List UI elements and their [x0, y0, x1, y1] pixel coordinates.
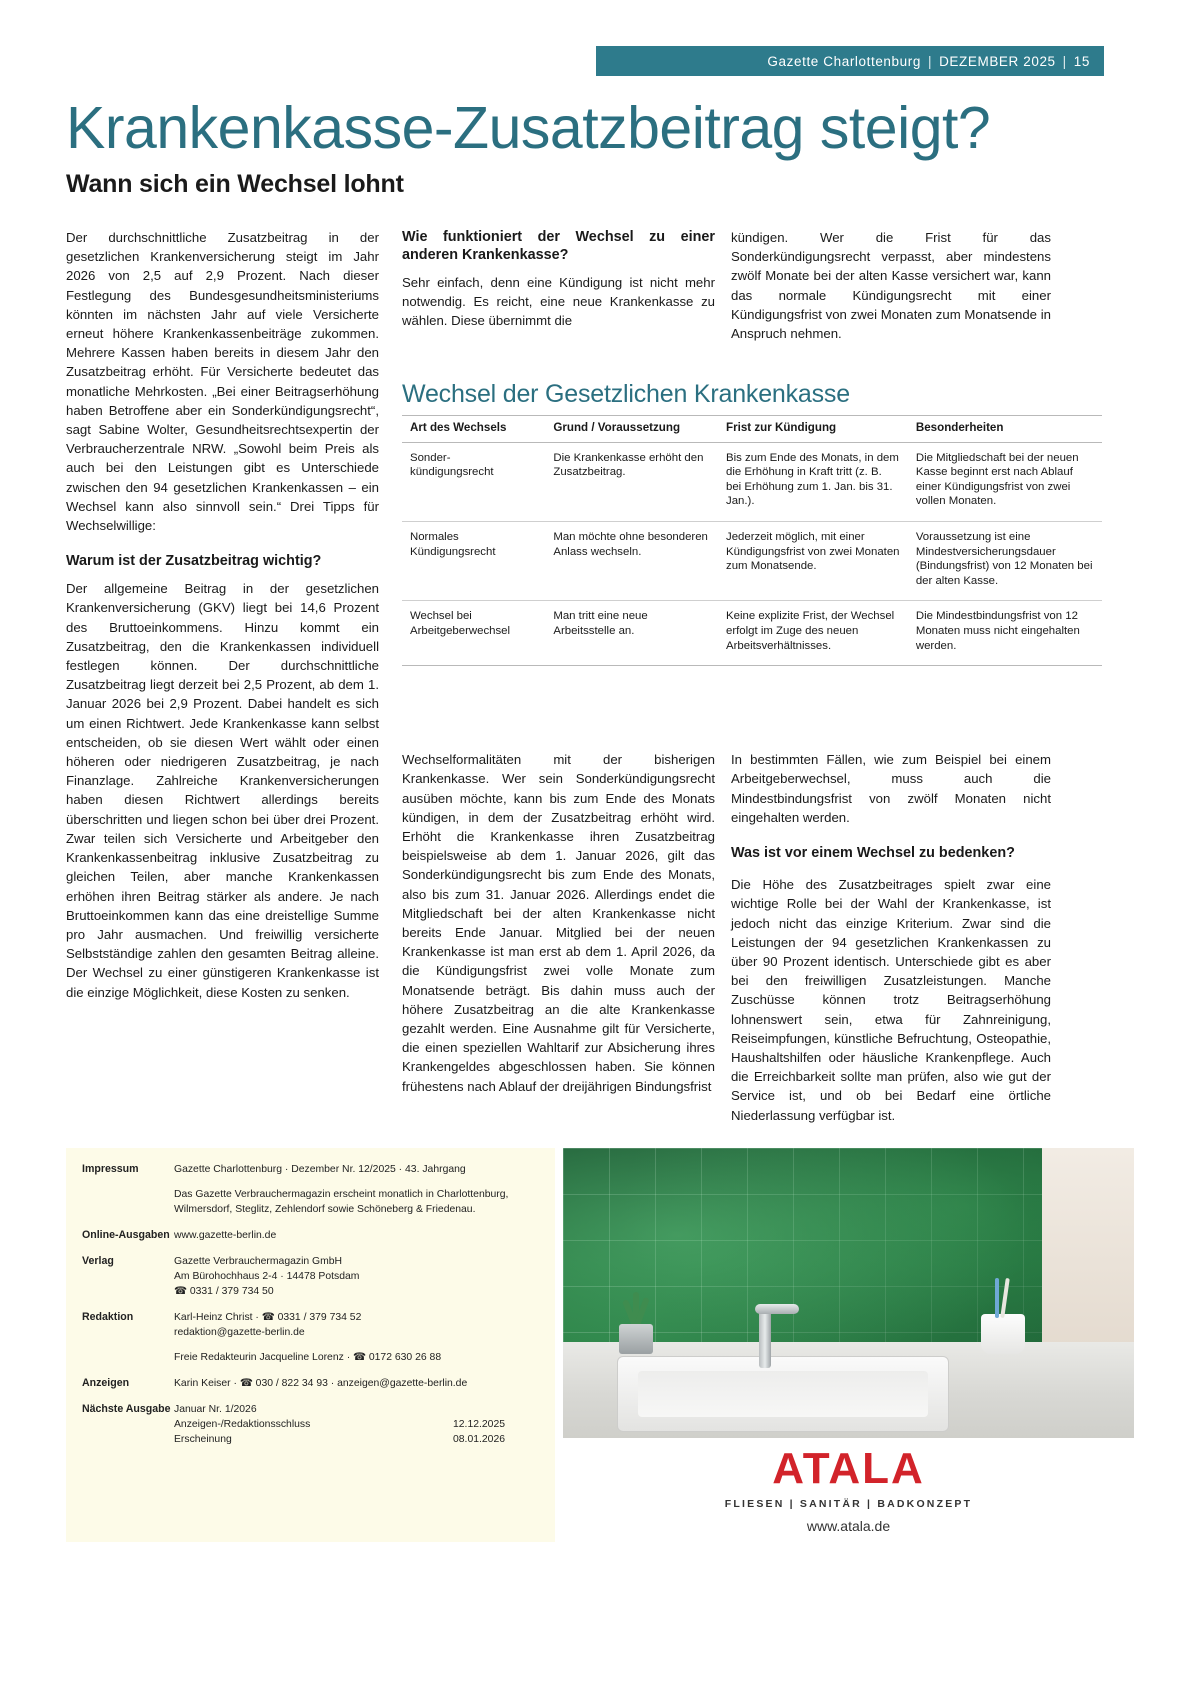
anzeigen-label: Anzeigen	[82, 1377, 130, 1389]
table-row	[402, 442, 1102, 521]
column1-paragraph-2: Der allgemeine Beitrag in der gesetzlichen Krankenversicherung (GKV) liegt bei 14,6 Prozent des Bruttoeinkommens. Hinzu kommt ein Zusatzbeitrag, den die Krankenkassen individuell festlegen können. Der durchschnittliche Zusatzbeitrag liegt derzeit bei 2,5 Prozent, ab dem 1. Januar 2026 bei 2,9 Prozent. Dabei handelt es sich um einen Richtwert. Jede Krankenkasse kann selbst entscheiden, ob sie diesen Wert wählt oder einen höheren oder niedrigeren Zusatzbeitrag, je nach Finanzlage. Zahlreiche Krankenversicherungen haben diesen Richtwert allerdings bereits überschritten und liegen schon bei über drei Prozent. Zwar teilen sich Versicherte und Arbeitgeber den Krankenkassenbeitrag inklusive Zusatzbeitrag zu gleichen Teilen, aber manche Krankenkassen erhöhen ihren Beitrag stärker als andere. Je nach Bruttoeinkommen kann das eine dreistellige Summe pro Jahr ausmachen. Und freiwillig versicherte Selbstständige zahlen den gesamten Beitrag alleine. Der Wechsel zu einer günstigeren Krankenkasse ist die einzige Möglichkeit, diese Kosten zu senken.	[66, 581, 379, 1000]
impressum-main	[82, 1162, 539, 1217]
impressum-redaktion	[82, 1310, 539, 1365]
brand-name: ATALA	[772, 1444, 925, 1493]
naechste-deadline-label: Anzeigen-/Redaktionsschluss	[174, 1419, 311, 1430]
column3-paragraph-2: In bestimmten Fällen, wie zum Beispiel bei einem Arbeitgeberwechsel, muss auch die Mindestbindungsfrist von zwölf Monaten nicht eingehalten werden.	[731, 752, 1051, 825]
cell-frist: Bis zum Ende des Monats, in dem die Erhöhung in Kraft tritt (z. B. bei Erhöhung zum 1. Jan. bis 31. Jan.).	[718, 442, 908, 521]
cell-frist: Keine explizite Frist, der Wechsel erfolgt im Zuge des neuen Arbeitsverhältnisses.	[718, 601, 908, 666]
naechste-issue: Januar Nr. 1/2026	[174, 1404, 257, 1415]
column1-paragraph-1: Der durchschnittliche Zusatzbeitrag in der gesetzlichen Krankenversicherung steigt im Jahr 2026 von 2,5 auf 2,9 Prozent. Nach dieser Festlegung des Bundesgesundheitsministeriums könnten im nächsten Jahr auf viele Versicherte erneut höhere Krankenkassenbeiträge zukommen. Mehrere Kassen haben bereits in diesem Jahr den Zusatzbeitrag erhöht. Für Versicherte bedeutet das monatliche Mehrkosten. „Bei einer Beitragserhöhung haben Betroffene aber ein Sonderkündigungsrecht“, sagt Sabine Wolter, Gesundheitsrechtsexpertin der Verbraucherzentrale NRW. „Sowohl beim Preis als auch bei den Leistungen gibt es Unterschiede zwischen den 94 gesetzlichen Krankenkassen – ein Wechsel kann also sinnvoll sein.“ Drei Tipps für Wechselwillige:	[66, 230, 379, 534]
impressum-label: Impressum	[82, 1163, 139, 1175]
washbasin	[617, 1356, 949, 1432]
table-header-besonderheiten: Besonderheiten	[908, 416, 1102, 443]
article-column-2-top	[402, 228, 715, 331]
redaktion-freelancer: Freie Redakteurin Jacqueline Lorenz · ☎ 0172 630 26 88	[174, 1352, 442, 1363]
verlag-name: Gazette Verbrauchermagazin GmbH	[174, 1256, 343, 1267]
impressum-box	[66, 1148, 555, 1542]
impressum-line-1: Gazette Charlottenburg · Dezember Nr. 12/2025 · 43. Jahrgang	[174, 1164, 466, 1175]
toothbrush-icon	[995, 1278, 1013, 1318]
brand-tagline: FLIESEN | SANITÄR | BADKONZEPT	[724, 1498, 973, 1510]
plant-icon	[613, 1290, 659, 1354]
article-column-1	[66, 228, 379, 1002]
cell-grund: Die Krankenkasse erhöht den Zusatzbeitrag.	[545, 442, 718, 521]
page-title: Krankenkasse-Zusatzbeitrag steigt?	[66, 95, 991, 161]
header-separator-2: |	[1062, 53, 1067, 69]
naechste-publish-row	[174, 1432, 539, 1447]
brand-url[interactable]: www.atala.de	[806, 1518, 891, 1534]
article-column-2-bottom	[402, 737, 715, 1109]
header-publication: Gazette Charlottenburg	[767, 53, 921, 69]
plant-pot	[619, 1324, 653, 1354]
faucet-icon	[759, 1310, 771, 1368]
header-separator-1: |	[927, 53, 933, 69]
verlag-address: Am Bürohochhaus 2-4 · 14478 Potsdam	[174, 1271, 360, 1282]
impressum-line-3: Wilmersdorf, Steglitz, Zehlendorf sowie Schöneberg & Friedenau.	[174, 1204, 476, 1215]
naechste-publish-label: Erscheinung	[174, 1434, 232, 1445]
cell-grund: Man möchte ohne besonderen Anlass wechseln.	[545, 521, 718, 600]
wechsel-table	[402, 415, 1102, 666]
table-row	[402, 601, 1102, 666]
toothbrush-cup	[981, 1314, 1025, 1354]
advertisement[interactable]	[563, 1148, 1134, 1542]
article-column-3-bottom	[731, 737, 1051, 1138]
impressum-line-2: Das Gazette Verbrauchermagazin erscheint monatlich in Charlottenburg,	[174, 1189, 509, 1200]
anzeigen-contact: Karin Keiser · ☎ 030 / 822 34 93 · anzeigen@gazette-berlin.de	[174, 1378, 468, 1389]
page-subtitle: Wann sich ein Wechsel lohnt	[66, 170, 404, 198]
cell-frist: Jederzeit möglich, mit einer Kündigungsfrist von zwei Monaten zum Monatsende.	[718, 521, 908, 600]
table-row	[402, 521, 1102, 600]
online-url[interactable]: www.gazette-berlin.de	[174, 1230, 277, 1241]
cell-besonderheiten: Die Mitgliedschaft bei der neuen Kasse beginnt erst nach Ablauf einer Kündigungsfrist von zwei vollen Monaten.	[908, 442, 1102, 521]
table-header-frist: Frist zur Kündigung	[718, 416, 908, 443]
redaktion-label: Redaktion	[82, 1311, 134, 1323]
heading-was: Was ist vor einem Wechsel zu bedenken?	[731, 845, 1015, 861]
column2-paragraph-1: Sehr einfach, denn eine Kündigung ist nicht mehr notwendig. Es reicht, eine neue Krankenkasse zu wählen. Diese übernimmt die	[402, 275, 715, 329]
impressum-naechste-ausgabe	[82, 1402, 539, 1447]
naechste-deadline-date: 12.12.2025	[453, 1419, 506, 1430]
page-header	[596, 46, 1104, 76]
online-label: Online-Ausgaben	[82, 1229, 170, 1241]
heading-wie: Wie funktioniert der Wechsel zu einer anderen Krankenkasse?	[402, 229, 715, 263]
column3-paragraph-3: Die Höhe des Zusatzbeitrages spielt zwar eine wichtige Rolle bei der Wahl der Krankenkasse, ist jedoch nicht das einzige Kriterium. Zwar sind die Leistungen der 94 gesetzlichen Krankenkassen zu über 90 Prozent identisch. Unterschiede gibt es aber bei den freiwilligen Zusatzleistungen. Manche Zuschüsse können trotz Beitragserhöhung lohnenswert sein, etwa für Zahnreinigung, Reiseimpfungen, künstliche Befruchtung, Osteopathie, Haushaltshilfen oder häusliche Krankenpflege. Auch die Erreichbarkeit sollte man prüfen, also wie gut der Service ist, und ob bei Bedarf eine örtliche Niederlassung verfügbar ist.	[731, 877, 1051, 1123]
impressum-anzeigen	[82, 1376, 539, 1391]
impressum-verlag	[82, 1254, 539, 1299]
cell-besonderheiten: Voraussetzung ist eine Mindestversicherungsdauer (Bindungsfrist) von 12 Monaten bei der alten Kasse.	[908, 521, 1102, 600]
verlag-label: Verlag	[82, 1255, 114, 1267]
header-page-number: 15	[1073, 53, 1090, 69]
impressum-online	[82, 1228, 539, 1243]
cell-art: Wechsel bei Arbeitgeberwechsel	[402, 601, 545, 666]
advertiser-logo-area	[563, 1438, 1134, 1542]
header-issue: DEZEMBER 2025	[939, 53, 1056, 69]
naechste-label: Nächste Ausgabe	[82, 1403, 171, 1415]
naechste-deadline-row	[174, 1417, 539, 1432]
cell-art: Normales Kündigungsrecht	[402, 521, 545, 600]
column2-paragraph-2: Wechselformalitäten mit der bisherigen Krankenkasse. Wer sein Sonderkündigungsrecht ausüben möchte, kann bis zum Ende des Monats kündigen, in dem der Zusatzbeitrag erhöht wird. Erhöht die Krankenkasse ihren Zusatzbeitrag beispielsweise ab dem 1. Januar 2026, gilt das Sonderkündigungsrecht bis zum Ende des Monats, also bis zum 31. Januar 2026. Allerdings endet die Mitgliedschaft bei der alten Krankenkasse nicht bereits Ende Januar. Mitglied bei der neuen Krankenkasse ist man erst ab dem 1. April 2026, da die Kündigungsfrist zwei volle Monate zum Monatsende beträgt. Bis dahin muss auch der höhere Zusatzbeitrag an die alte Krankenkasse gezahlt werden. Eine Ausnahme gilt für Versicherte, die einen speziellen Wahltarif zur Absicherung ihres Krankengeldes abgeschlossen haben. Sie können frühestens nach Ablauf der dreijährigen Bindungsfrist	[402, 752, 715, 1094]
table-header-row	[402, 416, 1102, 443]
article-column-3-top	[731, 228, 1051, 343]
column3-paragraph-1: kündigen. Wer die Frist für das Sonderkündigungsrecht verpasst, aber mindestens zwölf Monate bei der alten Kasse versichert war, kann das normale Kündigungsrecht mit einer Kündigungsfrist von zwei Monaten zum Monatsende in Anspruch nehmen.	[731, 230, 1051, 342]
cell-grund: Man tritt eine neue Arbeitsstelle an.	[545, 601, 718, 666]
heading-warum: Warum ist der Zusatzbeitrag wichtig?	[66, 553, 322, 570]
cell-art: Sonder- kündigungsrecht	[402, 442, 545, 521]
redaktion-email[interactable]: redaktion@gazette-berlin.de	[174, 1327, 305, 1338]
table-header-art: Art des Wechsels	[402, 416, 545, 443]
naechste-publish-date: 08.01.2026	[453, 1434, 506, 1445]
verlag-phone: ☎ 0331 / 379 734 50	[174, 1286, 274, 1297]
bathroom-photo	[563, 1148, 1134, 1438]
table-title: Wechsel der Gesetzlichen Krankenkasse	[402, 380, 850, 408]
table-header-grund: Grund / Voraussetzung	[545, 416, 718, 443]
cell-besonderheiten: Die Mindestbindungsfrist von 12 Monaten muss nicht eingehalten werden.	[908, 601, 1102, 666]
redaktion-person: Karl-Heinz Christ · ☎ 0331 / 379 734 52	[174, 1312, 362, 1323]
